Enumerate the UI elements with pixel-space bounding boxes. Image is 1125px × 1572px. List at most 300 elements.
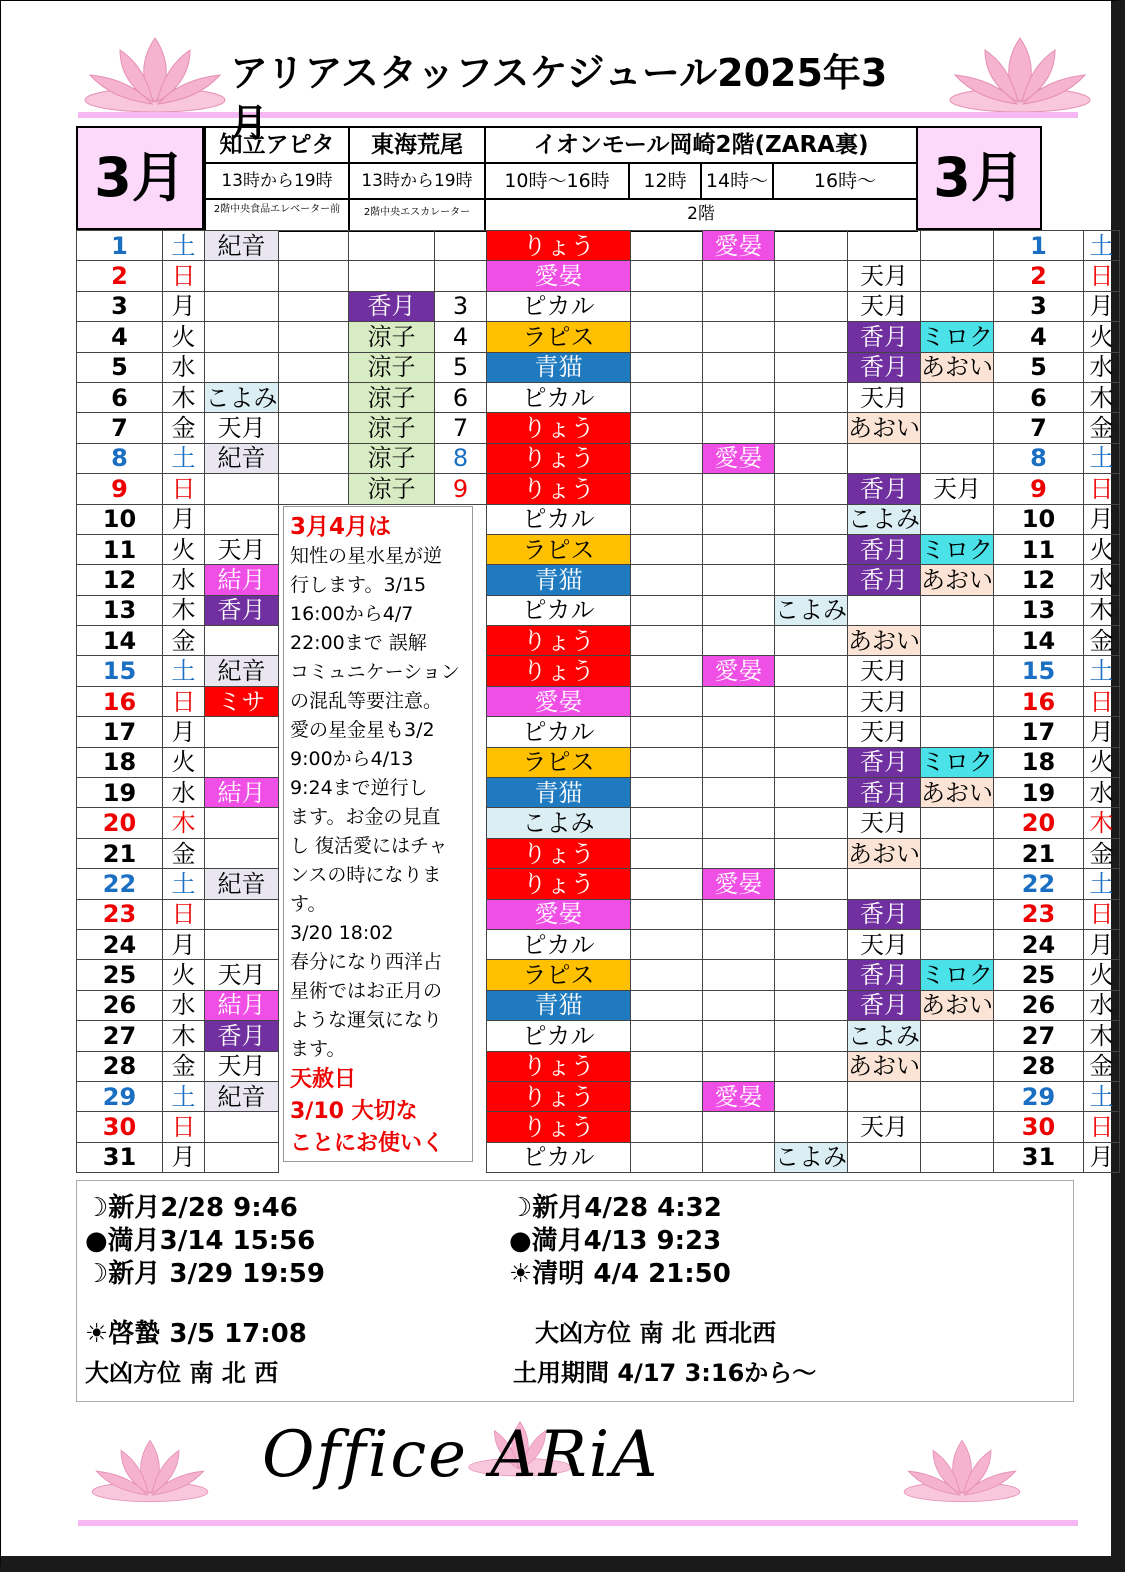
chiryu-staff <box>205 899 279 929</box>
table-row <box>77 352 1120 382</box>
table-row <box>77 413 1120 443</box>
hours-chiryu: 13時から19時 <box>204 162 350 200</box>
day-number-right: 8 <box>994 443 1084 473</box>
weekday-right: 日 <box>1084 686 1120 716</box>
slot-10-16-staff: 青猫 <box>487 352 631 382</box>
slot-empty <box>631 261 703 291</box>
slot-empty <box>631 474 703 504</box>
day-number: 2 <box>77 261 163 291</box>
notice-line: ような運気になり <box>290 1009 443 1031</box>
slot-16-staff-a: 天月 <box>848 382 921 412</box>
slot-empty <box>631 717 703 747</box>
slot-16-staff-a: 香月 <box>848 899 921 929</box>
slot-12-staff <box>703 838 775 868</box>
slot-10-16-staff: 愛晏 <box>487 899 631 929</box>
slot-12: 12時 <box>628 162 702 200</box>
month-label-right: 3月 <box>916 126 1042 230</box>
day-number: 7 <box>77 413 163 443</box>
notice-line: 星術ではお正月の <box>290 980 443 1002</box>
day-number: 19 <box>77 778 163 808</box>
day-number-right: 12 <box>994 565 1084 595</box>
weekday: 金 <box>163 1051 205 1081</box>
slot-14-staff <box>775 322 848 352</box>
astro-right-1: ☽新月4/28 4:32 <box>509 1193 722 1223</box>
slot-16-staff-a: 香月 <box>848 778 921 808</box>
slot-empty <box>631 443 703 473</box>
slot-16-staff-b: 天月 <box>921 474 994 504</box>
slot-10-16-staff: りょう <box>487 474 631 504</box>
slot-14-staff <box>775 747 848 777</box>
day-number-right: 21 <box>994 838 1084 868</box>
slot-10-16-staff: ラピス <box>487 534 631 564</box>
weekday-right: 金 <box>1084 1051 1120 1081</box>
slot-12-staff <box>703 626 775 656</box>
day-number: 28 <box>77 1051 163 1081</box>
slot-16-staff-a: 香月 <box>848 990 921 1020</box>
astro-left-2: ●満月3/14 15:56 <box>85 1226 316 1256</box>
chiryu-staff: 香月 <box>205 595 279 625</box>
weekday-right: 木 <box>1084 382 1120 412</box>
weekday: 月 <box>163 929 205 959</box>
day-number: 13 <box>77 595 163 625</box>
slot-16-staff-b <box>921 869 994 899</box>
weekday: 金 <box>163 413 205 443</box>
weekday: 月 <box>163 1142 205 1172</box>
weekday: 月 <box>163 504 205 534</box>
slot-16-staff-a: 天月 <box>848 1112 921 1142</box>
slot-16-staff-a: 香月 <box>848 747 921 777</box>
slot-16-staff-b <box>921 808 994 838</box>
slot-empty <box>631 1112 703 1142</box>
slot-empty <box>631 929 703 959</box>
slot-12-staff <box>703 595 775 625</box>
weekday: 土 <box>163 443 205 473</box>
slot-16-staff-a: こよみ <box>848 1021 920 1050</box>
slot-empty <box>631 1021 703 1051</box>
slot-14-staff <box>775 990 848 1020</box>
chiryu-staff: 結月 <box>205 565 279 595</box>
day-number-right: 1 <box>994 231 1084 261</box>
notice-line: 行します。3/15 <box>290 574 427 596</box>
astro-right-4: 大凶方位 南 北 西北西 <box>535 1319 777 1347</box>
day-number: 21 <box>77 838 163 868</box>
slot-10-16-staff: ラピス <box>487 322 631 352</box>
slot-14-staff <box>775 1112 848 1142</box>
weekday-right: 月 <box>1084 504 1120 534</box>
slot-empty <box>631 899 703 929</box>
slot-16-staff-a: あおい <box>848 626 920 655</box>
slot-empty <box>631 231 703 261</box>
weekday: 土 <box>163 231 205 261</box>
slot-14-staff <box>775 413 848 443</box>
slot-10-16-staff: 青猫 <box>487 778 631 808</box>
slot-16-staff-a: 天月 <box>848 808 921 838</box>
astro-left-4: ☀啓蟄 3/5 17:08 <box>85 1319 307 1349</box>
table-row <box>77 717 1120 747</box>
slot-16-staff-b <box>921 291 994 321</box>
weekday: 月 <box>163 291 205 321</box>
spacer-cell <box>279 474 349 504</box>
weekday-right: 火 <box>1084 747 1120 777</box>
astro-right-5: 土用期間 4/17 3:16から～ <box>513 1359 817 1387</box>
slot-12-staff <box>703 1112 775 1142</box>
slot-14-staff <box>775 686 848 716</box>
slot-16-staff-b <box>921 261 994 291</box>
weekday: 日 <box>163 899 205 929</box>
chiryu-staff <box>205 1112 279 1142</box>
table-row <box>77 291 1120 321</box>
day-number-right: 10 <box>994 504 1084 534</box>
weekday: 火 <box>163 747 205 777</box>
slot-16-staff-b <box>921 626 994 656</box>
table-row <box>77 990 1120 1020</box>
slot-12-staff <box>703 899 775 929</box>
slot-10-16: 10時～16時 <box>484 162 630 200</box>
slot-12-staff <box>703 534 775 564</box>
slot-16-staff-a: 天月 <box>848 929 921 959</box>
slot-10-16-staff: りょう <box>487 869 631 899</box>
weekday-right: 日 <box>1084 899 1120 929</box>
day-number: 15 <box>77 656 163 686</box>
table-row <box>77 1142 1120 1172</box>
weekday-right: 水 <box>1084 352 1120 382</box>
weekday: 水 <box>163 352 205 382</box>
chiryu-staff: 紀音 <box>205 656 279 686</box>
table-row <box>77 869 1120 899</box>
slot-10-16-staff: りょう <box>487 838 631 868</box>
slot-12-staff: 愛晏 <box>703 443 775 473</box>
arao-staff: 涼子 <box>349 382 435 412</box>
table-row <box>77 838 1120 868</box>
slot-10-16-staff: ピカル <box>487 504 631 534</box>
slot-empty <box>631 352 703 382</box>
weekday: 土 <box>163 1081 205 1111</box>
slot-14-staff <box>775 352 848 382</box>
weekday: 日 <box>163 686 205 716</box>
notice-line: 知性の星水星が逆 <box>290 545 443 567</box>
notice-red-line: ことにお使いく <box>290 1131 445 1156</box>
slot-16-staff-b <box>921 231 994 261</box>
slot-16-staff-a: 香月 <box>848 534 921 564</box>
slot-16-staff-b <box>921 443 994 473</box>
notice-line: 愛の星金星も3/2 <box>290 719 435 741</box>
arao-date: 3 <box>435 291 487 321</box>
slot-12-staff: 愛晏 <box>703 656 775 686</box>
chiryu-staff: 紀音 <box>205 443 279 473</box>
day-number-right: 25 <box>994 960 1084 990</box>
weekday: 水 <box>163 778 205 808</box>
slot-10-16-staff: ピカル <box>487 291 631 321</box>
notice-line: 春分になり西洋占 <box>290 951 443 973</box>
table-row <box>77 1081 1120 1111</box>
weekday: 水 <box>163 990 205 1020</box>
arao-staff <box>349 261 435 291</box>
chiryu-staff: 結月 <box>205 990 279 1020</box>
notice-line: 16:00から4/7 <box>290 603 414 625</box>
hours-arao: 13時から19時 <box>348 162 486 200</box>
day-number: 3 <box>77 291 163 321</box>
weekday: 木 <box>163 595 205 625</box>
slot-16-staff-b: ミロク <box>921 322 993 351</box>
day-number-right: 31 <box>994 1142 1084 1172</box>
day-number-right: 18 <box>994 747 1084 777</box>
slot-16-staff-a: 香月 <box>848 322 921 352</box>
day-number-right: 9 <box>994 474 1084 504</box>
slot-16-staff-a: 香月 <box>848 352 921 382</box>
bottom-pink-line <box>78 1520 1078 1526</box>
slot-10-16-staff: りょう <box>487 656 631 686</box>
slot-14-staff <box>775 443 848 473</box>
arao-date: 8 <box>435 443 487 473</box>
slot-10-16-staff: 愛晏 <box>487 261 631 291</box>
weekday: 土 <box>163 869 205 899</box>
slot-12-staff <box>703 382 775 412</box>
day-number: 12 <box>77 565 163 595</box>
slot-12-staff <box>703 717 775 747</box>
slot-empty <box>631 778 703 808</box>
day-number: 25 <box>77 960 163 990</box>
weekday-right: 月 <box>1084 291 1120 321</box>
chiryu-staff: 天月 <box>205 534 279 564</box>
slot-empty <box>631 1081 703 1111</box>
weekday-right: 水 <box>1084 565 1120 595</box>
weekday-right: 土 <box>1084 231 1120 261</box>
table-row <box>77 747 1120 777</box>
table-row <box>77 899 1120 929</box>
day-number: 14 <box>77 626 163 656</box>
slot-10-16-staff: りょう <box>487 1112 631 1142</box>
table-row <box>77 565 1120 595</box>
weekday: 水 <box>163 565 205 595</box>
spacer-cell <box>279 413 349 443</box>
arao-staff: 香月 <box>349 291 435 321</box>
slot-16-staff-b <box>921 686 994 716</box>
chiryu-staff: 香月 <box>205 1021 279 1051</box>
slot-empty <box>631 413 703 443</box>
day-number: 1 <box>77 231 163 261</box>
slot-16: 16時～ <box>772 162 918 200</box>
slot-14-staff <box>775 382 848 412</box>
slot-10-16-staff: ピカル <box>487 595 631 625</box>
chiryu-staff: 天月 <box>205 1051 279 1081</box>
slot-empty <box>631 747 703 777</box>
day-number-right: 17 <box>994 717 1084 747</box>
weekday-right: 月 <box>1084 717 1120 747</box>
day-number-right: 24 <box>994 929 1084 959</box>
slot-14-staff <box>775 717 848 747</box>
slot-12-staff <box>703 413 775 443</box>
slot-10-16-staff: りょう <box>487 413 631 443</box>
slot-16-staff-b: あおい <box>921 778 993 807</box>
slot-14-staff <box>775 808 848 838</box>
slot-16-staff-a <box>848 869 921 899</box>
table-row <box>77 1112 1120 1142</box>
day-number-right: 6 <box>994 382 1084 412</box>
page-title: アリアスタッフスケジュール2025年3月 <box>230 51 888 145</box>
weekday-right: 月 <box>1084 929 1120 959</box>
slot-16-staff-b: あおい <box>921 565 993 594</box>
slot-14-staff <box>775 534 848 564</box>
slot-12-staff <box>703 474 775 504</box>
chiryu-staff <box>205 504 279 534</box>
slot-10-16-staff: ピカル <box>487 1142 631 1172</box>
weekday: 金 <box>163 838 205 868</box>
weekday-right: 水 <box>1084 990 1120 1020</box>
spacer-cell <box>279 231 349 261</box>
day-number-right: 20 <box>994 808 1084 838</box>
slot-12-staff <box>703 565 775 595</box>
table-row <box>77 261 1120 291</box>
table-row <box>77 656 1120 686</box>
office-aria-logo: Office ARiA <box>262 1418 660 1492</box>
slot-16-staff-a: 香月 <box>848 474 921 504</box>
slot-16-staff-b <box>921 656 994 686</box>
slot-empty <box>631 1142 703 1172</box>
chiryu-staff <box>205 808 279 838</box>
top-pink-line <box>78 112 1078 118</box>
arao-date: 9 <box>435 474 487 504</box>
slot-14-staff <box>775 231 848 261</box>
day-number: 5 <box>77 352 163 382</box>
day-number-right: 30 <box>994 1112 1084 1142</box>
day-number: 24 <box>77 929 163 959</box>
lotus-icon <box>945 30 1095 115</box>
weekday-right: 日 <box>1084 261 1120 291</box>
weekday: 火 <box>163 960 205 990</box>
day-number: 8 <box>77 443 163 473</box>
chiryu-staff <box>205 838 279 868</box>
lotus-icon <box>900 1428 1024 1510</box>
chiryu-staff <box>205 717 279 747</box>
day-number: 18 <box>77 747 163 777</box>
day-number: 22 <box>77 869 163 899</box>
day-number-right: 22 <box>994 869 1084 899</box>
arao-staff: 涼子 <box>349 474 435 504</box>
arao-date <box>435 231 487 261</box>
chiryu-staff: ミサ <box>205 686 279 716</box>
weekday-right: 木 <box>1084 1021 1120 1051</box>
table-row <box>77 322 1120 352</box>
table-row <box>77 504 1120 534</box>
slot-16-staff-a: 天月 <box>848 686 921 716</box>
slot-16-staff-a: 天月 <box>848 656 921 686</box>
lotus-icon <box>80 30 230 115</box>
day-number: 4 <box>77 322 163 352</box>
weekday-right: 土 <box>1084 443 1120 473</box>
spacer-cell <box>279 352 349 382</box>
slot-16-staff-b <box>921 504 994 534</box>
slot-12-staff <box>703 291 775 321</box>
day-number: 29 <box>77 1081 163 1111</box>
slot-14-staff: こよみ <box>775 596 847 625</box>
notice-body <box>290 542 466 1064</box>
slot-16-staff-a <box>848 1081 921 1111</box>
chiryu-staff: 結月 <box>205 778 279 808</box>
weekday: 日 <box>163 261 205 291</box>
notice-heading: 3月4月は <box>290 514 392 540</box>
slot-16-staff-a <box>848 443 921 473</box>
venue-okazaki: イオンモール岡崎2階(ZARA裏) <box>484 126 918 164</box>
notice-red-line: 3/10 大切な <box>290 1099 418 1124</box>
slot-16-staff-b <box>921 717 994 747</box>
weekday-right: 水 <box>1084 778 1120 808</box>
slot-14-staff <box>775 869 848 899</box>
chiryu-staff <box>205 261 279 291</box>
chiryu-staff: こよみ <box>205 383 278 412</box>
notice-line: 22:00まで 誤解 <box>290 632 427 654</box>
slot-14-staff <box>775 261 848 291</box>
slot-12-staff <box>703 747 775 777</box>
slot-14-staff: こよみ <box>775 1143 847 1172</box>
weekday-right: 火 <box>1084 322 1120 352</box>
table-row <box>77 595 1120 625</box>
slot-16-staff-b: ミロク <box>921 961 993 990</box>
slot-empty <box>631 322 703 352</box>
venue-arao: 東海荒尾 <box>348 126 486 164</box>
slot-10-16-staff: りょう <box>487 626 631 656</box>
notice-red-line: 天赦日 <box>290 1067 357 1092</box>
slot-empty <box>631 291 703 321</box>
chiryu-staff: 紀音 <box>205 869 279 899</box>
notice-line: 9:00から4/13 <box>290 748 414 770</box>
slot-10-16-staff: ラピス <box>487 747 631 777</box>
slot-12-staff: 愛晏 <box>703 231 775 261</box>
slot-empty <box>631 534 703 564</box>
slot-16-staff-b <box>921 899 994 929</box>
day-number: 30 <box>77 1112 163 1142</box>
table-row <box>77 686 1120 716</box>
weekday-right: 日 <box>1084 474 1120 504</box>
weekday: 日 <box>163 1112 205 1142</box>
slot-16-staff-b <box>921 1112 994 1142</box>
weekday-right: 土 <box>1084 656 1120 686</box>
weekday: 木 <box>163 808 205 838</box>
slot-14-staff <box>775 1081 848 1111</box>
chiryu-staff <box>205 322 279 352</box>
arao-staff: 涼子 <box>349 413 435 443</box>
location-chiryu: 2階中央食品エレベーター前 <box>204 198 350 232</box>
slot-14-staff <box>775 838 848 868</box>
chiryu-staff: 紀音 <box>205 1081 279 1111</box>
slot-10-16-staff: 青猫 <box>487 565 631 595</box>
weekday-right: 金 <box>1084 413 1120 443</box>
weekday: 木 <box>163 1021 205 1051</box>
weekday-right: 土 <box>1084 1081 1120 1111</box>
slot-empty <box>631 656 703 686</box>
day-number: 6 <box>77 382 163 412</box>
notice-line: ます。 <box>290 1038 346 1060</box>
weekday-right: 木 <box>1084 595 1120 625</box>
slot-14-staff <box>775 656 848 686</box>
slot-empty <box>631 504 703 534</box>
table-row <box>77 960 1120 990</box>
slot-empty <box>631 990 703 1020</box>
slot-14-staff <box>775 778 848 808</box>
slot-14-staff <box>775 1021 848 1051</box>
slot-10-16-staff: 青猫 <box>487 990 631 1020</box>
slot-12-staff <box>703 808 775 838</box>
chiryu-staff <box>205 1142 279 1172</box>
day-number-right: 3 <box>994 291 1084 321</box>
weekday: 火 <box>163 534 205 564</box>
arao-date: 5 <box>435 352 487 382</box>
table-row <box>77 1051 1120 1081</box>
slot-16-staff-b: ミロク <box>921 748 993 777</box>
slot-12-staff <box>703 322 775 352</box>
weekday-right: 月 <box>1084 1142 1120 1172</box>
slot-16-staff-a: あおい <box>848 414 920 443</box>
slot-12-staff <box>703 686 775 716</box>
